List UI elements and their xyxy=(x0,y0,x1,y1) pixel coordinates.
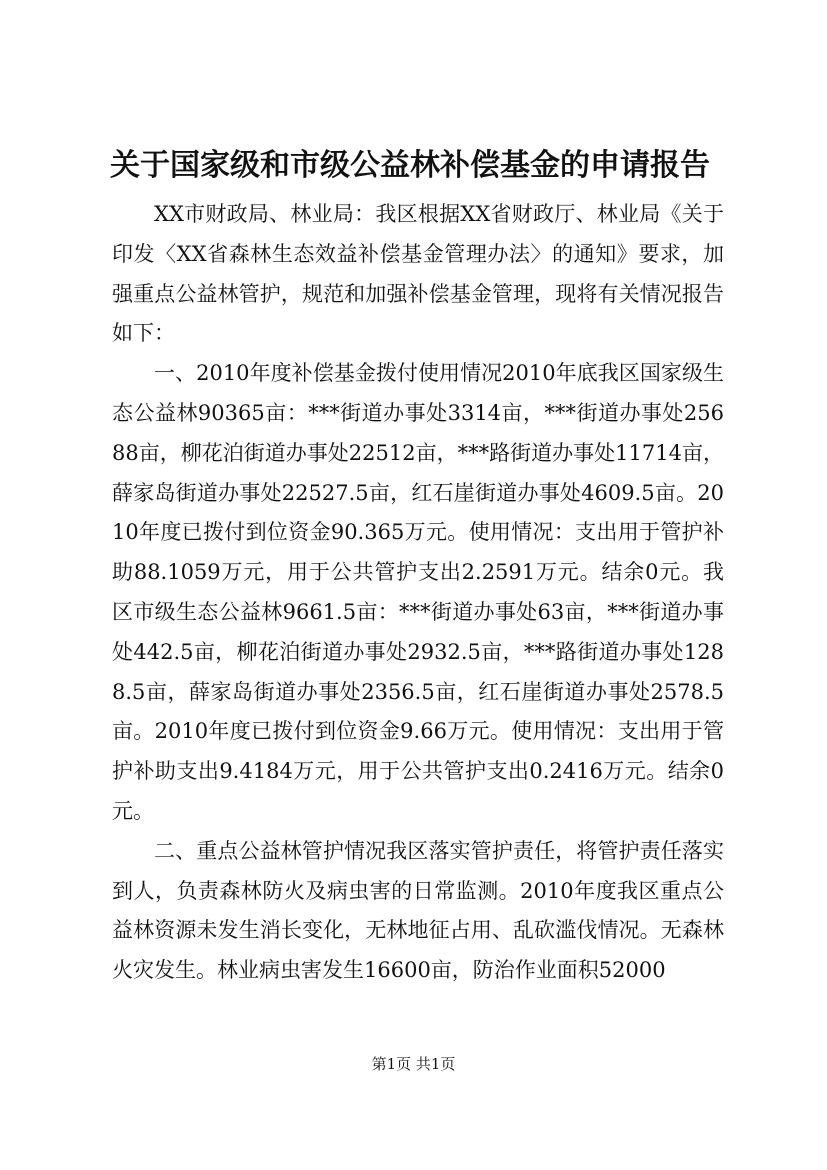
page-number-footer: 第1页 共1页 xyxy=(371,1055,456,1073)
paragraph-intro: XX市财政局、林业局：我区根据XX省财政厅、林业局《关于印发〈XX省森林生态效益补偿基金管理办法〉的通知》要求，加强重点公益林管护，规范和加强补偿基金管理，现将有关情况报告如下： xyxy=(112,202,724,346)
paragraph-section-2: 二、重点公益林管护情况我区落实管护责任，将管护责任落实到人，负责森林防火及病虫害的日常监测。2010年度我区重点公益林资源未发生消长变化，无林地征占用、乱砍滥伐情况。无森林火灾发生。林业病虫害发生16600亩，防治作业面积52000 xyxy=(112,838,724,983)
document-body xyxy=(112,195,724,991)
document-title: 关于国家级和市级公益林补偿基金的申请报告 xyxy=(110,148,710,183)
paragraph-section-1: 一、2010年度补偿基金拨付使用情况2010年底我区国家级生态公益林90365亩：***街道办事处3314亩，***街道办事处25688亩，柳花泊街道办事处22512亩，***路街道办事处11714亩，薛家岛街道办事处22527.5亩，红石崖街道办事处4609.5亩。2010年度已拨付到位资金90.365万元。使用情况：支出用于管护补助88.1059万元，用于公共管护支出2.2591万元。结余0元。我区市级生态公益林9661.5亩：***街道办事处63亩，***街道办事处442.5亩，柳花泊街道办事处2932.5亩，***路街道办事处1288.5亩，薛家岛街道办事处2356.5亩，红石崖街道办事处2578.5亩。2010年度已拨付到位资金9.66万元。使用情况：支出用于管护补助支出9.4184万元，用于公共管护支出0.2416万元。结余0元。 xyxy=(112,361,724,823)
